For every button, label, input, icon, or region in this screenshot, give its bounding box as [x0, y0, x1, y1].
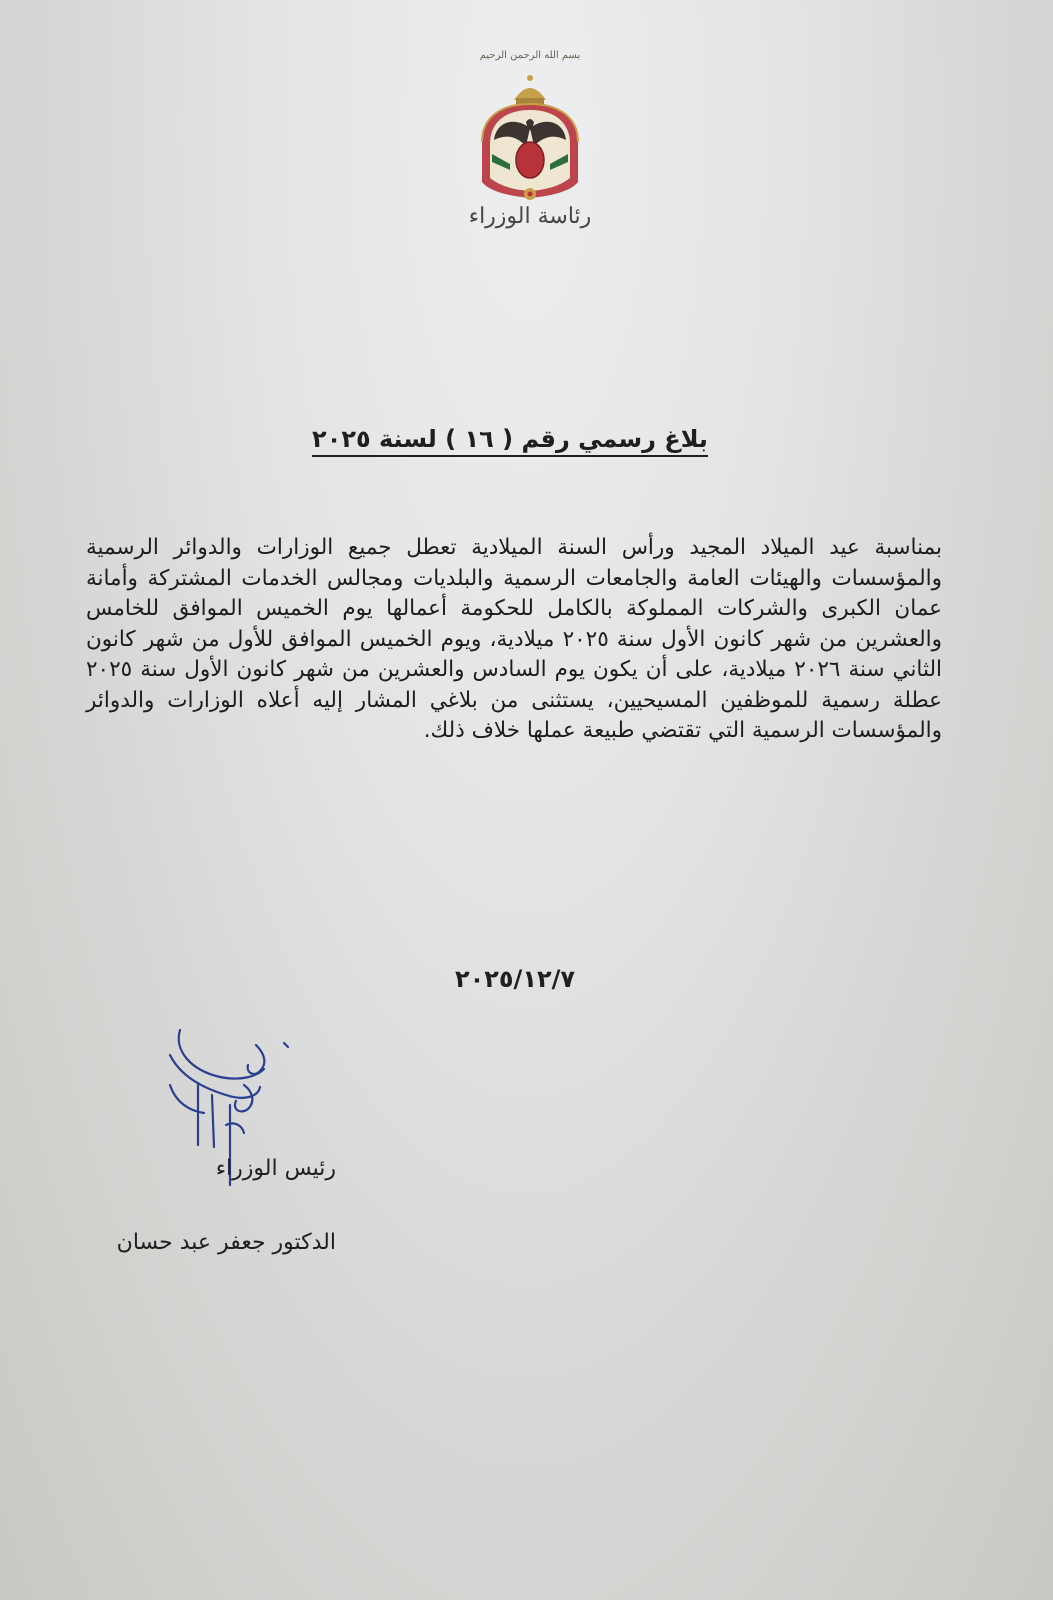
signatory-name: الدكتور جعفر عبد حسان — [116, 1230, 336, 1255]
signatory-role: رئيس الوزراء — [215, 1156, 336, 1181]
basmala-text: بسم الله الرحمن الرحيم — [479, 50, 581, 61]
announcement-title-text: بلاغ رسمي رقم ( ١٦ ) لسنة ٢٠٢٥ — [312, 425, 708, 457]
jordan-coat-of-arms-icon — [470, 70, 590, 210]
letterhead — [430, 44, 630, 254]
announcement-title — [300, 425, 720, 453]
announcement-body: بمناسبة عيد الميلاد المجيد ورأس السنة الميلادية تعطل جميع الوزارات والدوائر الرسمية والمؤسسات والهيئات العامة والجامعات الرسمية والبلديات ومجالس الخدمات المشتركة وأمانة عمان الكبرى والشركات المملوكة بالكامل للحكومة أعمالها يوم الخميس الموافق للخامس والعشرين من شهر كانون الأول سنة ٢٠٢٥ ميلادية، ويوم الخميس الموافق للأول من شهر كانون الثاني سنة ٢٠٢٦ ميلادية، على أن يكون يوم السادس والعشرين من شهر كانون الأول سنة ٢٠٢٥ عطلة رسمية للموظفين المسيحيين، يستثنى من بلاغي المشار إليه أعلاه الوزارات والدوائر والمؤسسات الرسمية التي تقتضي طبيعة عملها خلاف ذلك. — [86, 535, 942, 743]
office-name: رئاسة الوزراء — [468, 204, 592, 229]
announcement-date: ٢٠٢٥/١٢/٧ — [454, 965, 576, 993]
